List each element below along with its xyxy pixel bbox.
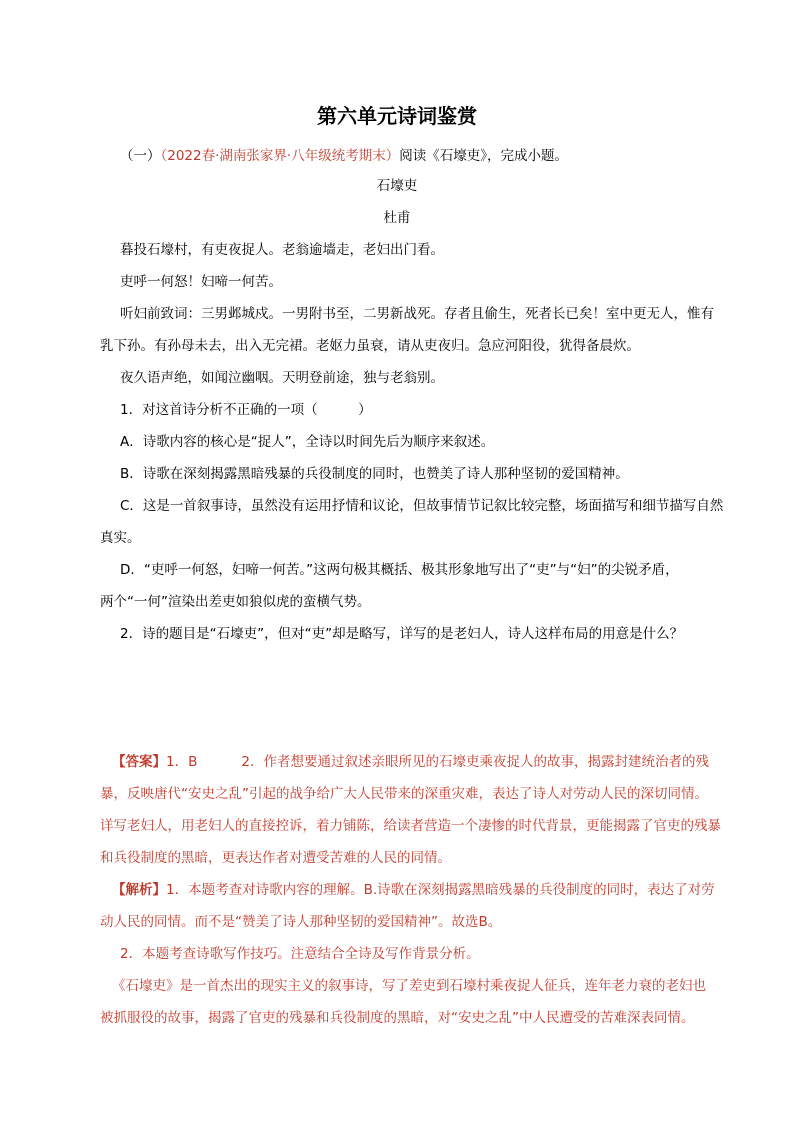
question-1-option-c-cont: 真实。 [100,530,141,546]
poem-line: 夜久语声绝，如闻泣幽咽。天明登前途，独与老翁别。 [120,370,444,386]
answer-line [112,752,732,772]
answer-1: 1．B [166,754,198,770]
answer-label: 【答案】 [112,754,166,770]
intro-line [120,146,740,166]
page-title: 第六单元诗词鉴赏 [317,104,477,128]
analysis-label: 【解析】 [112,882,166,898]
analysis-line: 被抓服役的故事，揭露了官吏的残暴和兵役制度的黑暗，对“安史之乱”中人民遭受的苦难深表同情。 [100,1010,695,1026]
question-1-option-a: A．诗歌内容的核心是“捉人”，全诗以时间先后为顺序来叙述。 [120,434,495,450]
answer-line: 详写老妇人，用老妇人的直接控诉，着力铺陈，给读者营造一个凄惨的时代背景，更能揭露了官吏的残暴 [100,818,721,834]
answer-line: 和兵役制度的黑暗，更表达作者对遭受苦难的人民的同情。 [100,850,451,866]
poem-line: 听妇前致词：三男邺城戍。一男附书至，二男新战死。存者且偷生，死者长已矣！室中更无人，惟有 [120,306,714,322]
poem-title: 石壕吏 [376,178,418,194]
question-1-option-b: B．诗歌在深刻揭露黑暗残暴的兵役制度的同时，也赞美了诗人那种坚韧的爱国精神。 [120,466,629,482]
poem-line: 吏呼一何怒！妇啼一何苦。 [120,274,282,290]
section-number: （一） [120,148,161,164]
question-1-stem: 1．对这首诗分析不正确的一项（ ） [120,402,372,418]
analysis-line: 《石壕吏》是一首杰出的现实主义的叙事诗，写了差吏到石壕村乘夜捉人征兵，连年老力衰的老妇也 [112,978,706,994]
instruction-text: 阅读《石壕吏》，完成小题。 [399,148,568,164]
answer-line: 暴，反映唐代“安史之乱”引起的战争给广大人民带来的深重灾难，表达了诗人对劳动人民的深切同情。 [100,786,708,802]
analysis-line [112,880,732,900]
poem-line: 暮投石壕村，有吏夜捉人。老翁逾墙走，老妇出门看。 [120,242,444,258]
question-2-stem: 2．诗的题目是“石壕吏”，但对“吏”却是略写，详写的是老妇人，诗人这样布局的用意是什么？ [120,626,684,642]
analysis-line: 动人民的同情。而不是“赞美了诗人那种坚韧的爱国精神”。故选B。 [100,914,502,930]
poem-line: 乳下孙。有孙母未去，出入无完裙。老妪力虽衰，请从吏夜归。急应河阳役，犹得备晨炊。 [100,338,640,354]
poem-author: 杜甫 [383,210,411,226]
question-1-option-d: D．“吏呼一何怒，妇啼一何苦。”这两句极其概括、极其形象地写出了“吏”与“妇”的尖锐矛盾， [120,562,679,578]
analysis-line: 2．本题考查诗歌写作技巧。注意结合全诗及写作背景分析。 [120,946,480,962]
question-1-option-d-cont: 两个“一何”渲染出差吏如狼似虎的蛮横气势。 [100,594,371,610]
question-1-option-c: C．这是一首叙事诗，虽然没有运用抒情和议论，但故事情节记叙比较完整，场面描写和细节描写自然 [120,498,724,514]
analysis-text: 1．本题考查对诗歌内容的理解。B.诗歌在深刻揭露黑暗残暴的兵役制度的同时，表达了对劳 [166,882,715,898]
answer-2: 2．作者想要通过叙述亲眼所见的石壕吏乘夜捉人的故事，揭露封建统治者的残 [241,754,709,770]
exam-source: （2022春·湖南张家界·八年级统考期末） [160,148,400,164]
